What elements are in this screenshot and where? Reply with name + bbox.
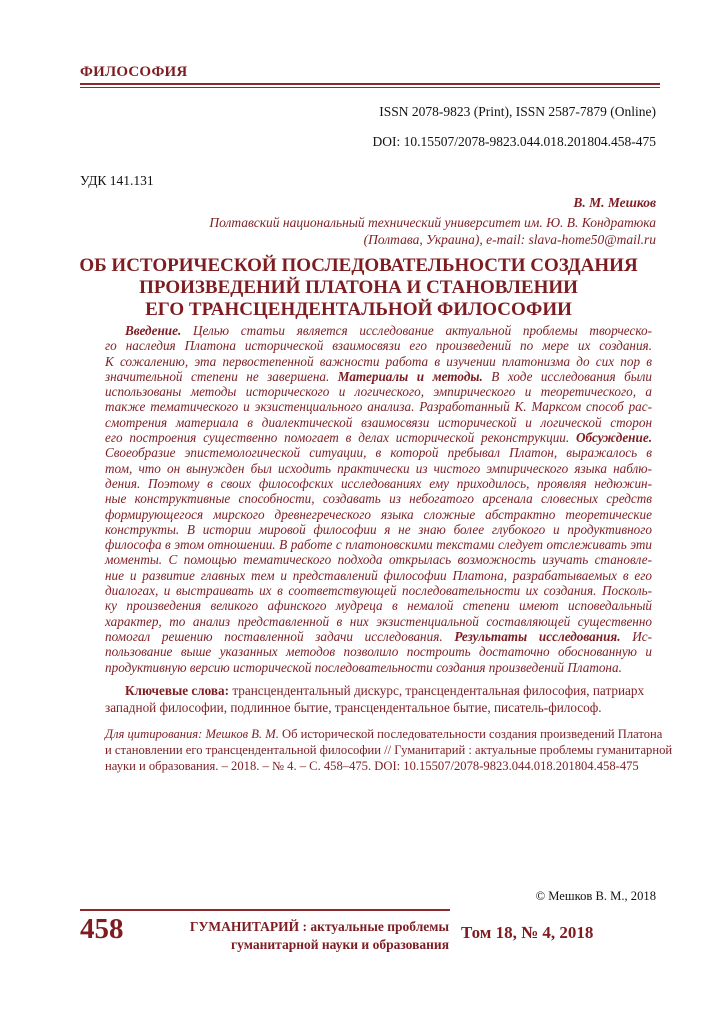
abstract-line (105, 369, 652, 384)
abstract-line (105, 354, 652, 369)
abstract-text: Целью статьи является исследование актуальной проблемы творческо- (181, 323, 652, 338)
abstract-text: ные конструктивные способности, создавать из небогатого арсенала словесных средств (105, 491, 652, 507)
abstract-line (105, 384, 652, 399)
abstract-text: его построения существенно помогает в делах исторической реконструкции. (105, 430, 577, 446)
author-name: В. М. Мешков (573, 195, 656, 210)
abstract-text: дения. Поэтому в своих философских исследованиях ему приходилось, проявляя недюжин- (105, 475, 652, 491)
abstract-line (105, 430, 652, 445)
abstract-text: Ис- (620, 628, 652, 644)
copyright: © Мешков В. М., 2018 (535, 889, 656, 903)
abstract-text: помогал решению поставленной задачи исследования. (105, 628, 455, 644)
affiliation-line: Полтавский национальный технический университет им. Ю. В. Кондратюка (209, 215, 656, 230)
volume-issue: Том 18, № 4, 2018 (461, 923, 594, 942)
abstract-text: пользование выше указанных методов позволило построить достаточно обоснованную и (105, 644, 652, 660)
abstract-line (105, 629, 652, 644)
footer-rule (80, 909, 450, 911)
abstract-text: том, что он вынужден был исходить практически из чистого эмпирического языка наблю- (105, 460, 652, 476)
keywords-text: трансцендентальный дискурс, трансцендентальная философия, патриарх (229, 683, 645, 698)
abstract-line (105, 476, 652, 491)
abstract-section-label: Обсуждение. (576, 430, 652, 446)
citation-text: и становлении его трансцендентальной философии // Гуманитарий : актуальные проблемы гуманитарной (105, 743, 673, 757)
page-number: 458 (80, 913, 124, 945)
citation-label: Для цитирования: Мешков В. М. (105, 727, 279, 741)
abstract-section-label: Материалы и методы. (337, 368, 483, 384)
abstract-line (105, 522, 652, 537)
keywords (105, 682, 652, 716)
journal-line: гуманитарной науки и образования (231, 937, 449, 952)
abstract-line (105, 507, 652, 522)
section-heading: ФИЛОСОФИЯ (80, 64, 188, 80)
abstract-text: В ходе исследования были (482, 368, 652, 384)
citation-text: науки и образования. – 2018. – № 4. – С. 458–475. DOI: 10.15507/2078-9823.044.018.201804.458-475 (105, 759, 639, 773)
abstract-line (105, 445, 652, 460)
abstract-line (105, 583, 652, 598)
udk: УДК 141.131 (80, 173, 154, 188)
abstract-text: ние и развитие главных тем и представлений философии Платона, разрабатываемых в его (105, 567, 652, 583)
abstract-text: конструкты. В истории мировой философии я не знаю более глубокого и продуктивного (105, 521, 652, 537)
abstract-section-label: Введение. (125, 323, 182, 338)
abstract-text: характер, то анализ представленной в них экзистенциальной составляющей существенно (105, 613, 652, 629)
abstract-text: использованы методы исторического и логического, эмпирического и теоретического, а (105, 384, 652, 400)
title-line: ОБ ИСТОРИЧЕСКОЙ ПОСЛЕДОВАТЕЛЬНОСТИ СОЗДАНИЯ (79, 255, 638, 276)
abstract-text: смотрения материала в диалектической взаимосвязи исторической и логической сторон (105, 414, 652, 430)
abstract-text: К сожалению, эта первостепенной важности работа в изучении платонизма до сих пор в (105, 353, 652, 369)
abstract-text: диалогах, и выстраивать их в соответствующей последовательности их создания. Посколь- (105, 583, 652, 599)
keywords-label: Ключевые слова: (125, 683, 230, 698)
abstract-line (105, 461, 652, 476)
abstract-line (105, 614, 652, 629)
abstract-text: формирующегося мирского древнегреческого языка сложные абстрактно теоретические (105, 506, 652, 522)
abstract-line (105, 338, 652, 353)
abstract-line (105, 323, 652, 338)
abstract-line (105, 660, 652, 675)
abstract-line (105, 415, 652, 430)
author-affiliation (209, 214, 656, 248)
article-title (10, 255, 707, 321)
abstract-line (105, 644, 652, 659)
abstract-section-label: Результаты исследования. (454, 628, 621, 644)
abstract-line (105, 491, 652, 506)
abstract-line (105, 598, 652, 613)
title-line: ЕГО ТРАНСЦЕНДЕНТАЛЬНОЙ ФИЛОСОФИИ (145, 299, 572, 320)
abstract-text: моменты. С помощью тематического подхода открылась возможность изучать становле- (105, 552, 652, 568)
abstract-text: продуктивную версию исторической последовательности создания произведений Платона. (105, 659, 622, 675)
abstract-text: значительной степени не завершена. (105, 368, 338, 384)
header-rule-thin (80, 87, 660, 88)
journal-line: ГУМАНИТАРИЙ : актуальные проблемы (189, 919, 449, 934)
issn: ISSN 2078-9823 (Print), ISSN 2587-7879 (Online) (379, 104, 656, 119)
doi: DOI: 10.15507/2078-9823.044.018.201804.458-475 (372, 134, 656, 149)
abstract (105, 323, 652, 675)
abstract-line (105, 568, 652, 583)
keywords-text: западной философии, подлинное бытие, трансцендентальное бытие, писатель-философ. (105, 700, 602, 715)
abstract-text: также тематического и экзистенциального анализа. Разработанный К. Марксом способ рас- (105, 399, 652, 415)
abstract-line (105, 399, 652, 414)
abstract-text: го наследия Платона исторической взаимосвязи его произведений по мере их создания. (105, 338, 652, 354)
abstract-text: философа в этом отношении. В работе с платоновскими текстами следует отслеживать эти (105, 537, 652, 553)
citation (105, 726, 673, 774)
abstract-text: Своеобразие эпистемологической ситуации, в которой пребывал Платон, выражалось в (105, 445, 652, 461)
abstract-line (105, 537, 652, 552)
abstract-text: ку произведения великого афинского мудреца в немалой степени имеют исповедальный (105, 598, 652, 614)
affiliation-line: (Полтава, Украина), e-mail: slava-home50@mail.ru (363, 232, 656, 247)
journal-name (190, 918, 449, 954)
title-line: ПРОИЗВЕДЕНИЙ ПЛАТОНА И СТАНОВЛЕНИИ (139, 277, 578, 298)
abstract-line (105, 552, 652, 567)
header-rule (80, 83, 660, 85)
citation-text: Об исторической последовательности создания произведений Платона (278, 727, 663, 741)
